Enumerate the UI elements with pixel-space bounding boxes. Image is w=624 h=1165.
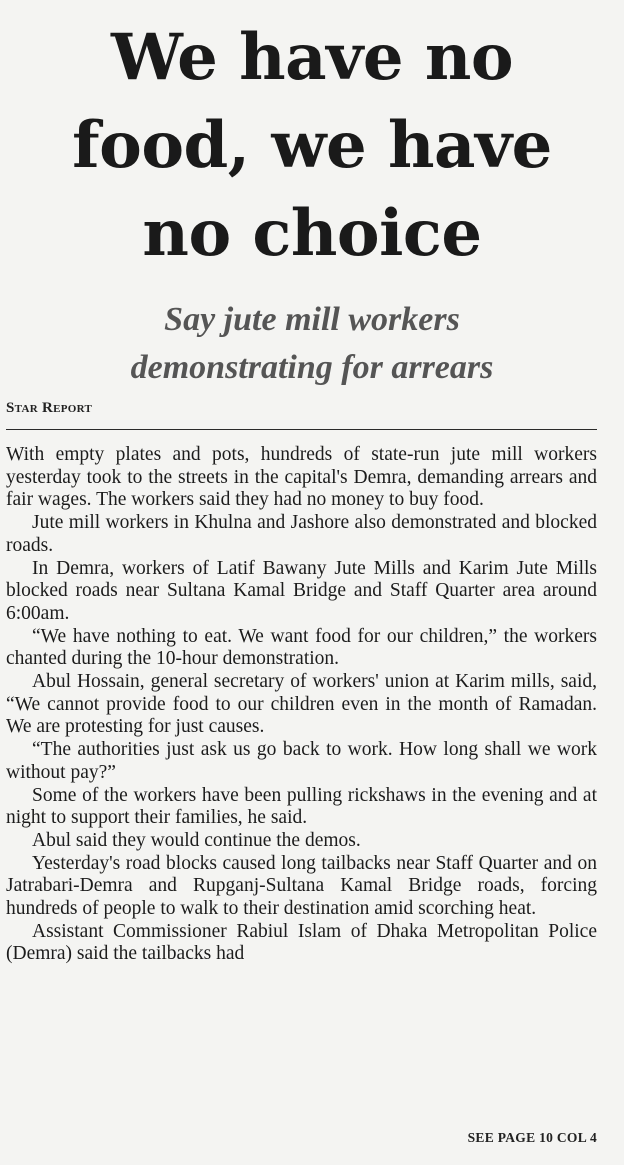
- byline: Star Report: [6, 400, 93, 416]
- article-paragraph: Yesterday's road blocks caused long tailbacks near Staff Quarter and on Jatrabari-Demra and Rupganj-Sultana Kamal Bridge roads, forcing hundreds of people to walk to their destination amid scorching heat.: [6, 852, 597, 920]
- article-paragraph: Jute mill workers in Khulna and Jashore also demonstrated and blocked roads.: [6, 512, 597, 556]
- headline-line: no choice: [142, 196, 482, 271]
- article-paragraph: Assistant Commissioner Rabiul Islam of Dhaka Metropolitan Police (Demra) said the tailbacks had: [6, 920, 597, 965]
- article-paragraph: With empty plates and pots, hundreds of state-run jute mill workers yesterday took to the streets in the capital's Demra, demanding arrears and fair wages. The workers said they had no money to buy food.: [6, 444, 597, 511]
- article-paragraph: “We have nothing to eat. We want food for our children,” the workers chanted during the 10-hour demonstration.: [6, 625, 597, 670]
- article-body: [6, 444, 597, 966]
- headline-line: food, we have: [72, 108, 552, 183]
- article-paragraph: Abul said they would continue the demos.: [32, 829, 361, 851]
- headline: [0, 14, 624, 278]
- article-paragraph: In Demra, workers of Latif Bawany Jute Mills and Karim Jute Mills blocked roads near Sultana Kamal Bridge and Staff Quarter area around 6:00am.: [6, 557, 597, 624]
- headline-line: We have no: [110, 20, 514, 95]
- article-paragraph: Abul Hossain, general secretary of workers' union at Karim mills, said, “We cannot provide food to our children even in the month of Ramadan. We are protesting for just causes.: [6, 671, 597, 738]
- article-paragraph: Some of the workers have been pulling rickshaws in the evening and at night to support their families, he said.: [6, 784, 597, 829]
- article-paragraph: “The authorities just ask us go back to work. How long shall we work without pay?”: [6, 739, 597, 783]
- subheadline-line: demonstrating for arrears: [130, 349, 494, 386]
- continuation-jump-line: SEE PAGE 10 COL 4: [467, 1130, 597, 1145]
- byline-divider: [6, 429, 597, 430]
- subheadline: [0, 296, 624, 392]
- subheadline-line: Say jute mill workers: [164, 301, 460, 338]
